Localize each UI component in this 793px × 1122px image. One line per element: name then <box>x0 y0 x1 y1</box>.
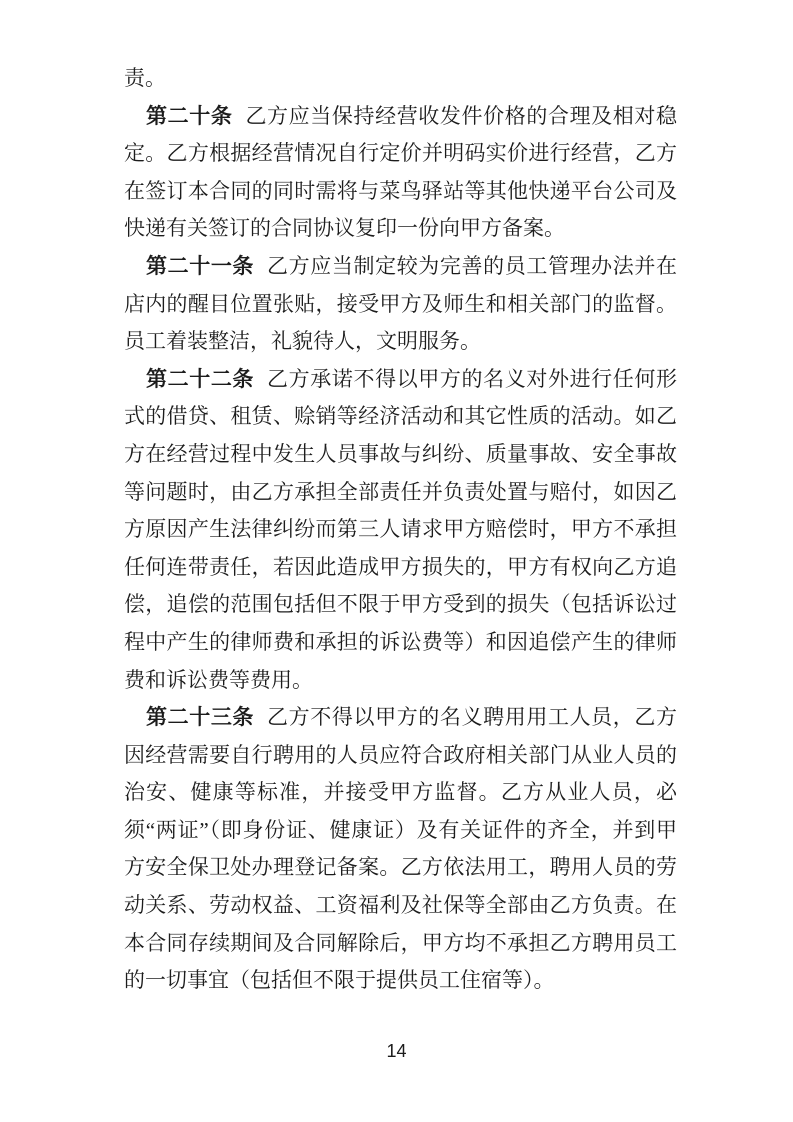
page-number: 14 <box>386 1041 407 1061</box>
clause-21-title: 第二十一条 <box>146 253 255 278</box>
clause-23-text: 乙方不得以甲方的名义聘用用工人员，乙方因经营需要自行聘用的人员应符合政府相关部门从业人员的治安、健康等标准，并接受甲方监督。乙方从业人员，必须“两证”（即身份证、健康证）及有关证件的齐全，并到甲方安全保卫处办理登记备案。乙方依法用工，聘用人员的劳动关系、劳动权益、工资福利及社保等全部由乙方负责。在本合同存续期间及合同解除后，甲方均不承担乙方聘用员工的一切事宜（包括但不限于提供员工住宿等）。 <box>124 705 678 993</box>
paragraph-continuation: 责。 <box>124 66 166 90</box>
clause-23 <box>124 699 677 1000</box>
clause-22 <box>124 361 677 699</box>
clause-20-title: 第二十条 <box>146 103 233 128</box>
clause-22-title: 第二十二条 <box>146 366 255 391</box>
clause-23-title: 第二十三条 <box>146 705 255 730</box>
clause-22-text: 乙方承诺不得以甲方的名义对外进行任何形式的借贷、租赁、赊销等经济活动和其它性质的活动。如乙方在经营过程中发生人员事故与纠纷、质量事故、安全事故等问题时，由乙方承担全部责任并负责处置与赔付，如因乙方原因产生法律纠纷而第三人请求甲方赔偿时，甲方不承担任何连带责任，若因此造成甲方损失的，甲方有权向乙方追偿，追偿的范围包括但不限于甲方受到的损失（包括诉讼过程中产生的律师费和承担的诉讼费等）和因追偿产生的律师费和诉讼费等费用。 <box>124 366 678 692</box>
clause-20 <box>124 98 677 248</box>
clause-21-text: 乙方应当制定较为完善的员工管理办法并在店内的醒目位置张贴，接受甲方及师生和相关部门的监督。员工着装整洁，礼貌待人，文明服务。 <box>124 253 678 354</box>
contract-body <box>124 60 677 1000</box>
clause-21 <box>124 248 677 361</box>
clause-20-text: 乙方应当保持经营收发件价格的合理及相对稳定。乙方根据经营情况自行定价并明码实价进行经营，乙方在签订本合同的同时需将与菜鸟驿站等其他快递平台公司及快递有关签订的合同协议复印一份向甲方备案。 <box>124 103 678 241</box>
